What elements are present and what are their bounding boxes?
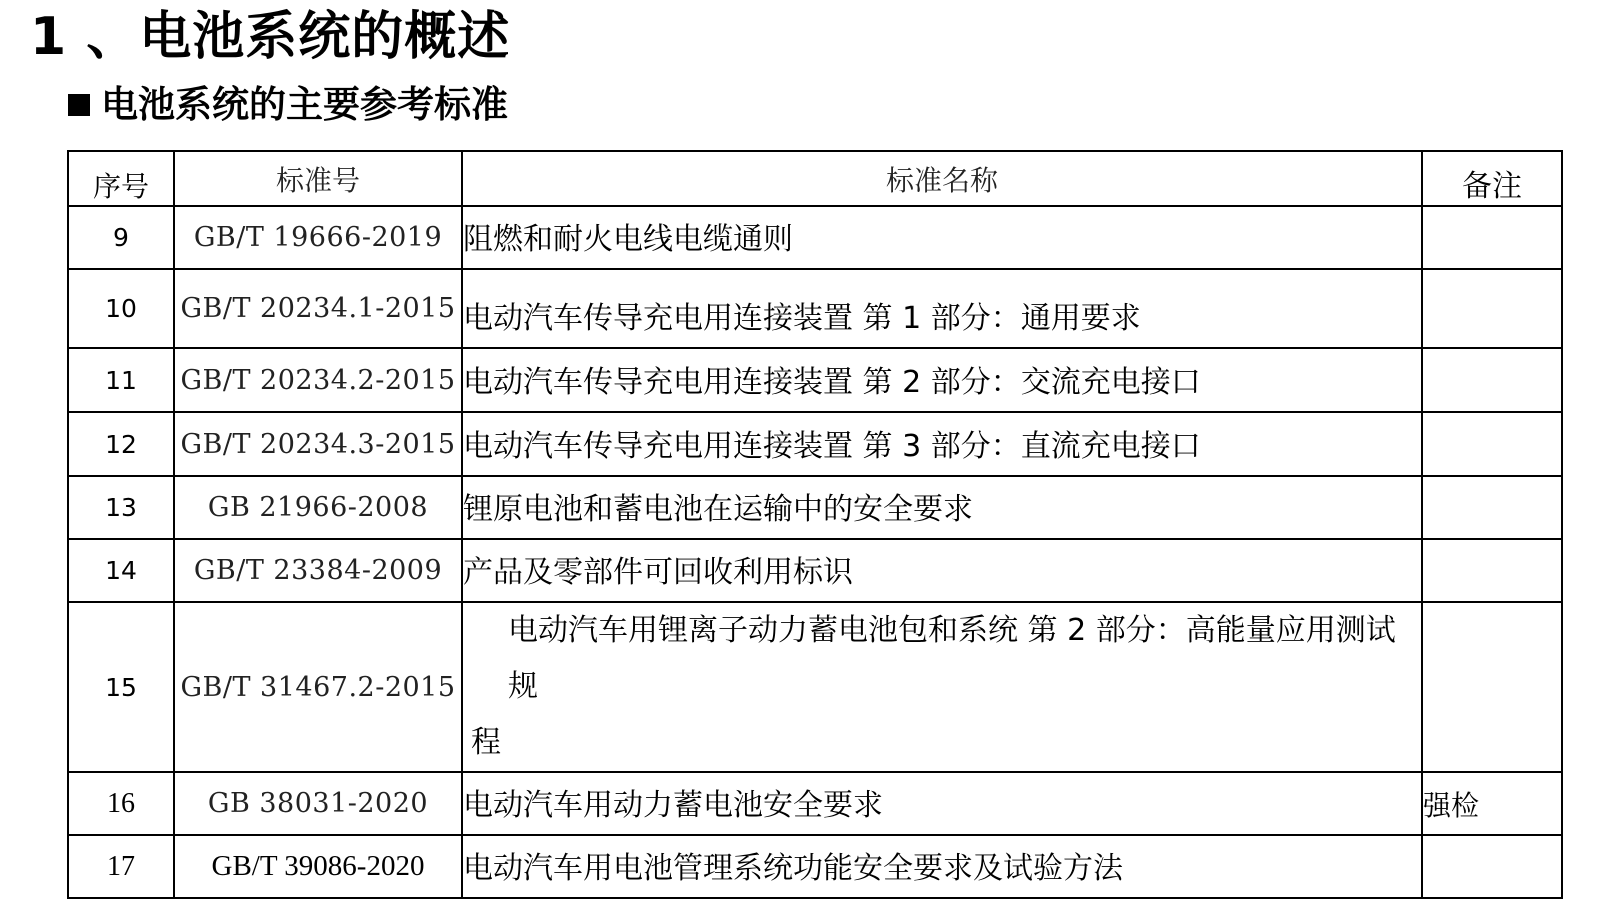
row-note <box>1422 348 1562 412</box>
row-seq: 13 <box>68 476 174 539</box>
row-note <box>1422 206 1562 269</box>
table-row <box>68 269 1562 348</box>
header-standard-name: 标准名称 <box>462 151 1422 206</box>
row-standard-name: 电动汽车传导充电用连接装置 第 3 部分：直流充电接口 <box>462 412 1422 476</box>
row-standard-name: 阻燃和耐火电线电缆通则 <box>462 206 1422 269</box>
section-heading <box>68 78 508 132</box>
row-standard-no: GB/T 20234.3-2015 <box>174 412 462 476</box>
table-row <box>68 206 1562 269</box>
table-row <box>68 835 1562 898</box>
row-note <box>1422 602 1562 772</box>
row-standard-name-line2: 程 <box>471 725 501 760</box>
row-seq: 16 <box>68 772 174 835</box>
row-note <box>1422 269 1562 348</box>
row-standard-name <box>462 602 1422 772</box>
row-standard-name: 电动汽车传导充电用连接装置 第 2 部分：交流充电接口 <box>462 348 1422 412</box>
row-seq: 14 <box>68 539 174 602</box>
row-standard-no: GB/T 20234.1-2015 <box>174 269 462 348</box>
row-note: 强检 <box>1422 772 1562 835</box>
row-seq: 12 <box>68 412 174 476</box>
row-seq: 15 <box>68 602 174 772</box>
row-seq: 9 <box>68 206 174 269</box>
table-header-row <box>68 151 1562 206</box>
row-seq: 11 <box>68 348 174 412</box>
row-standard-name-line1: 电动汽车用锂离子动力蓄电池包和系统 第 2 部分：高能量应用测试规 <box>508 613 1396 704</box>
row-standard-name: 电动汽车用电池管理系统功能安全要求及试验方法 <box>462 835 1422 898</box>
table-row <box>68 772 1562 835</box>
row-seq: 10 <box>68 269 174 348</box>
row-seq: 17 <box>68 835 174 898</box>
table-row <box>68 602 1562 772</box>
header-note: 备注 <box>1422 151 1562 206</box>
row-standard-no: GB 21966-2008 <box>174 476 462 539</box>
table-row <box>68 348 1562 412</box>
row-standard-no: GB/T 39086-2020 <box>174 835 462 898</box>
section-heading-text: 电池系统的主要参考标准 <box>101 83 508 126</box>
row-note <box>1422 476 1562 539</box>
row-standard-no: GB/T 19666-2019 <box>174 206 462 269</box>
slide-title: 1 、电池系统的概述 <box>30 7 511 67</box>
row-standard-name: 产品及零部件可回收利用标识 <box>462 539 1422 602</box>
row-standard-no: GB 38031-2020 <box>174 772 462 835</box>
row-note <box>1422 539 1562 602</box>
row-standard-name: 电动汽车传导充电用连接装置 第 1 部分：通用要求 <box>462 269 1422 348</box>
standards-table <box>67 150 1563 899</box>
row-note <box>1422 412 1562 476</box>
table-row <box>68 412 1562 476</box>
row-note <box>1422 835 1562 898</box>
header-standard-no: 标准号 <box>174 151 462 206</box>
row-standard-name: 电动汽车用动力蓄电池安全要求 <box>462 772 1422 835</box>
row-standard-no: GB/T 23384-2009 <box>174 539 462 602</box>
table-row <box>68 476 1562 539</box>
header-seq: 序号 <box>68 151 174 206</box>
row-standard-no: GB/T 20234.2-2015 <box>174 348 462 412</box>
row-standard-no: GB/T 31467.2-2015 <box>174 602 462 772</box>
row-standard-name: 锂原电池和蓄电池在运输中的安全要求 <box>462 476 1422 539</box>
square-bullet-icon <box>68 94 90 116</box>
table-row <box>68 539 1562 602</box>
